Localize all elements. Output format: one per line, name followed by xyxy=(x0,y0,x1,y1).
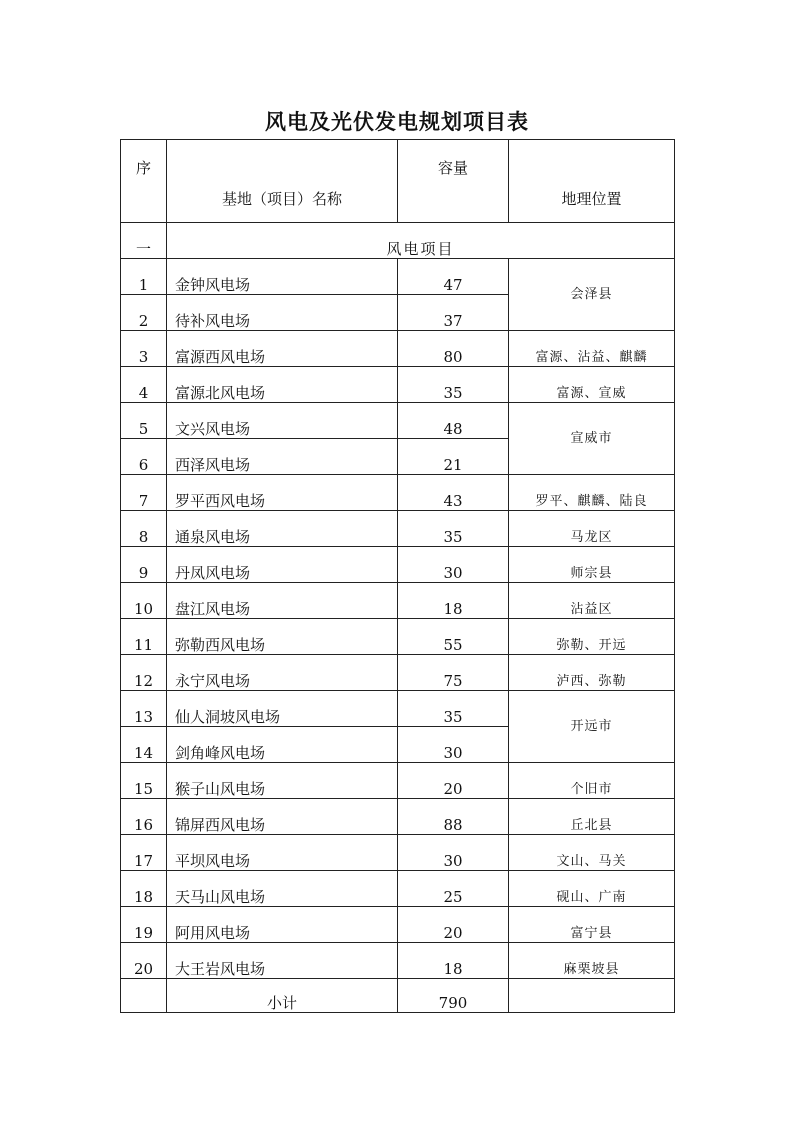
table-row xyxy=(121,871,675,907)
row-capacity: 48 xyxy=(398,403,509,439)
row-location: 丘北县 xyxy=(509,799,675,835)
subtotal-idx-empty xyxy=(121,979,167,1013)
row-capacity: 30 xyxy=(398,835,509,871)
row-location: 宣威市 xyxy=(509,403,675,475)
section-row xyxy=(121,223,675,259)
row-capacity: 47 xyxy=(398,259,509,295)
row-location: 富宁县 xyxy=(509,907,675,943)
row-name: 文兴风电场 xyxy=(167,403,398,439)
row-location: 罗平、麒麟、陆良 xyxy=(509,475,675,511)
row-name: 富源西风电场 xyxy=(167,331,398,367)
table-row xyxy=(121,331,675,367)
row-capacity: 35 xyxy=(398,691,509,727)
row-idx: 8 xyxy=(121,511,167,547)
row-capacity: 43 xyxy=(398,475,509,511)
row-capacity: 18 xyxy=(398,943,509,979)
header-idx: 序 xyxy=(121,140,167,223)
row-idx: 12 xyxy=(121,655,167,691)
row-idx: 10 xyxy=(121,583,167,619)
row-name: 天马山风电场 xyxy=(167,871,398,907)
row-name: 盘江风电场 xyxy=(167,583,398,619)
row-capacity: 88 xyxy=(398,799,509,835)
row-name: 丹凤风电场 xyxy=(167,547,398,583)
row-idx: 19 xyxy=(121,907,167,943)
row-location: 弥勒、开远 xyxy=(509,619,675,655)
row-location: 个旧市 xyxy=(509,763,675,799)
row-location: 师宗县 xyxy=(509,547,675,583)
table-row xyxy=(121,547,675,583)
header-row xyxy=(121,140,675,223)
row-capacity: 80 xyxy=(398,331,509,367)
page-title: 风电及光伏发电规划项目表 xyxy=(265,109,529,134)
row-location: 文山、马关 xyxy=(509,835,675,871)
table-row xyxy=(121,619,675,655)
row-name: 仙人洞坡风电场 xyxy=(167,691,398,727)
row-idx: 1 xyxy=(121,259,167,295)
row-capacity: 20 xyxy=(398,763,509,799)
row-name: 富源北风电场 xyxy=(167,367,398,403)
table-row xyxy=(121,835,675,871)
section-label: 风电项目 xyxy=(167,223,675,259)
row-location: 麻栗坡县 xyxy=(509,943,675,979)
table-row xyxy=(121,907,675,943)
row-name: 待补风电场 xyxy=(167,295,398,331)
row-idx: 11 xyxy=(121,619,167,655)
row-idx: 13 xyxy=(121,691,167,727)
table-row xyxy=(121,475,675,511)
row-name: 永宁风电场 xyxy=(167,655,398,691)
row-capacity: 30 xyxy=(398,547,509,583)
row-capacity: 25 xyxy=(398,871,509,907)
row-capacity: 20 xyxy=(398,907,509,943)
subtotal-location-empty xyxy=(509,979,675,1013)
row-name: 大王岩风电场 xyxy=(167,943,398,979)
header-capacity: 容量 xyxy=(398,140,509,223)
row-location: 富源、宣威 xyxy=(509,367,675,403)
project-table xyxy=(120,139,675,1013)
row-location: 会泽县 xyxy=(509,259,675,331)
table-row xyxy=(121,763,675,799)
row-name: 金钟风电场 xyxy=(167,259,398,295)
table-row xyxy=(121,583,675,619)
table-row xyxy=(121,691,675,727)
row-capacity: 37 xyxy=(398,295,509,331)
row-capacity: 55 xyxy=(398,619,509,655)
row-name: 通泉风电场 xyxy=(167,511,398,547)
row-capacity: 35 xyxy=(398,367,509,403)
subtotal-label: 小计 xyxy=(167,979,398,1013)
row-name: 锦屏西风电场 xyxy=(167,799,398,835)
row-location: 砚山、广南 xyxy=(509,871,675,907)
row-idx: 3 xyxy=(121,331,167,367)
row-name: 剑角峰风电场 xyxy=(167,727,398,763)
header-location: 地理位置 xyxy=(509,140,675,223)
row-idx: 7 xyxy=(121,475,167,511)
row-capacity: 18 xyxy=(398,583,509,619)
row-idx: 9 xyxy=(121,547,167,583)
row-name: 平坝风电场 xyxy=(167,835,398,871)
table-row xyxy=(121,403,675,439)
table-row xyxy=(121,511,675,547)
row-location: 马龙区 xyxy=(509,511,675,547)
row-idx: 5 xyxy=(121,403,167,439)
header-name: 基地（项目）名称 xyxy=(167,140,398,223)
table-row xyxy=(121,799,675,835)
table-row xyxy=(121,367,675,403)
row-location: 泸西、弥勒 xyxy=(509,655,675,691)
row-idx: 2 xyxy=(121,295,167,331)
table-row xyxy=(121,259,675,295)
row-idx: 18 xyxy=(121,871,167,907)
row-location: 沾益区 xyxy=(509,583,675,619)
row-idx: 16 xyxy=(121,799,167,835)
row-idx: 20 xyxy=(121,943,167,979)
row-location: 开远市 xyxy=(509,691,675,763)
row-capacity: 30 xyxy=(398,727,509,763)
row-capacity: 21 xyxy=(398,439,509,475)
row-idx: 15 xyxy=(121,763,167,799)
row-name: 西泽风电场 xyxy=(167,439,398,475)
row-location: 富源、沾益、麒麟 xyxy=(509,331,675,367)
section-idx: 一 xyxy=(121,223,167,259)
row-idx: 17 xyxy=(121,835,167,871)
row-idx: 14 xyxy=(121,727,167,763)
row-idx: 4 xyxy=(121,367,167,403)
row-capacity: 75 xyxy=(398,655,509,691)
row-name: 罗平西风电场 xyxy=(167,475,398,511)
row-name: 猴子山风电场 xyxy=(167,763,398,799)
subtotal-capacity: 790 xyxy=(398,979,509,1013)
row-capacity: 35 xyxy=(398,511,509,547)
table-row xyxy=(121,655,675,691)
row-name: 弥勒西风电场 xyxy=(167,619,398,655)
subtotal-row xyxy=(121,979,675,1013)
table-row xyxy=(121,943,675,979)
row-name: 阿用风电场 xyxy=(167,907,398,943)
row-idx: 6 xyxy=(121,439,167,475)
